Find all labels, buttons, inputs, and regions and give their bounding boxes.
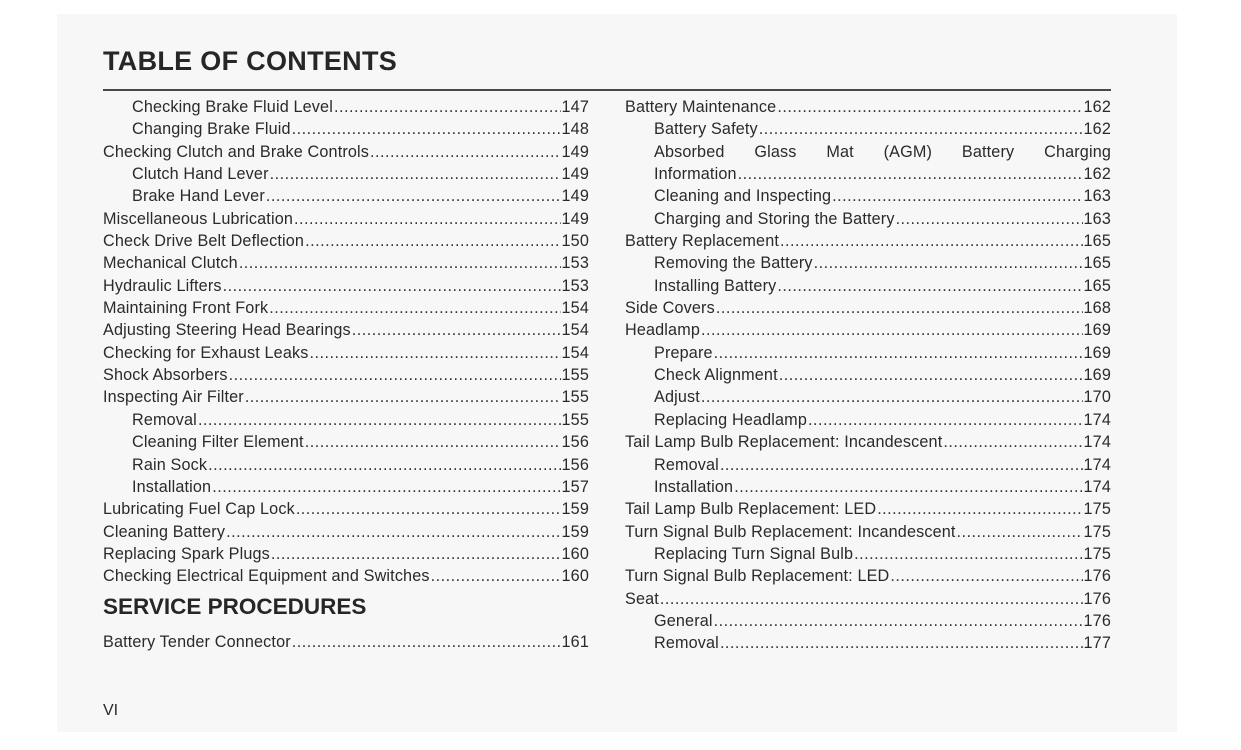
toc-entry-title: Headlamp: [625, 321, 700, 340]
toc-leader-dots: [777, 275, 1082, 297]
toc-entry[interactable]: [625, 208, 1111, 230]
toc-leader-dots: [305, 431, 561, 453]
toc-leader-dots: [270, 163, 561, 185]
toc-entry-title: Removal: [654, 634, 719, 653]
toc-leader-dots: [720, 632, 1083, 654]
toc-leader-dots: [239, 252, 561, 274]
toc-entry-title: Tail Lamp Bulb Replacement: LED: [625, 500, 877, 519]
toc-entry-title: Installing Battery: [654, 276, 777, 295]
toc-entry[interactable]: [625, 632, 1111, 654]
toc-leader-dots: [877, 498, 1082, 520]
toc-entry[interactable]: [103, 631, 589, 653]
toc-entry-page: 175: [1083, 544, 1111, 563]
toc-entry-page: 149: [561, 142, 589, 161]
toc-entry-page: 176: [1083, 611, 1111, 630]
toc-entry-title: Prepare: [654, 343, 713, 362]
section-entry-container: [103, 631, 589, 653]
toc-entry[interactable]: [625, 409, 1111, 431]
toc-entry[interactable]: [103, 342, 589, 364]
toc-entry-page: 162: [1083, 98, 1111, 116]
toc-entry-title: Hydraulic Lifters: [103, 276, 222, 295]
toc-entry-title: Replacing Spark Plugs: [103, 544, 270, 563]
toc-entry[interactable]: [103, 498, 589, 520]
toc-entry[interactable]: [103, 543, 589, 565]
toc-leader-dots: [223, 275, 561, 297]
toc-entry[interactable]: [625, 565, 1111, 587]
toc-entry-page: 168: [1083, 299, 1111, 318]
toc-entry[interactable]: [625, 252, 1111, 274]
toc-entry-page: 157: [561, 477, 589, 496]
toc-entry-page: 160: [561, 567, 589, 586]
toc-entry[interactable]: [103, 454, 589, 476]
toc-entry-page: 149: [561, 187, 589, 206]
toc-entry[interactable]: [625, 297, 1111, 319]
toc-entry-title: Checking Brake Fluid Level: [132, 98, 333, 116]
toc-leader-dots: [660, 588, 1083, 610]
toc-entry-page: 169: [1083, 321, 1111, 340]
toc-entry-page: 175: [1083, 522, 1111, 541]
toc-leader-dots: [296, 498, 561, 520]
toc-leader-dots: [245, 386, 561, 408]
toc-leader-dots: [701, 386, 1083, 408]
toc-entry[interactable]: [103, 185, 589, 207]
toc-entry[interactable]: [103, 230, 589, 252]
toc-leader-dots: [269, 297, 560, 319]
toc-entry-title: Cleaning Battery: [103, 522, 226, 541]
toc-entry[interactable]: [625, 543, 1111, 565]
toc-entry-title: Adjusting Steering Head Bearings: [103, 321, 351, 340]
toc-entry-page: 153: [561, 276, 589, 295]
toc-entry-page: 148: [561, 120, 589, 139]
toc-entry-title: Battery Safety: [654, 120, 758, 139]
toc-leader-dots: [780, 230, 1083, 252]
toc-entry-page: 161: [561, 633, 589, 651]
toc-entry-page: 176: [1083, 567, 1111, 586]
toc-leader-dots: [271, 543, 561, 565]
toc-entry-page: 159: [561, 500, 589, 519]
toc-entry-title: Miscellaneous Lubrication: [103, 209, 294, 228]
toc-leader-dots: [957, 521, 1083, 543]
toc-entry[interactable]: [103, 521, 589, 543]
toc-entry-title: Mechanical Clutch: [103, 254, 238, 273]
toc-entry-title: Lubricating Fuel Cap Lock: [103, 500, 295, 519]
toc-entry[interactable]: [103, 364, 589, 386]
toc-entry[interactable]: [625, 588, 1111, 610]
toc-entry-page: 176: [1083, 589, 1111, 608]
toc-entry-page: 154: [561, 299, 589, 318]
toc-entry-title: Clutch Hand Lever: [132, 165, 269, 184]
toc-leader-dots: [779, 364, 1083, 386]
toc-leader-dots: [720, 454, 1083, 476]
toc-entry[interactable]: [625, 96, 1111, 118]
toc-entry[interactable]: [103, 476, 589, 498]
toc-entry-page: 154: [561, 321, 589, 340]
toc-entry-page: 174: [1083, 477, 1111, 496]
toc-leader-dots: [352, 319, 561, 341]
toc-leader-dots: [777, 96, 1082, 118]
toc-entry-page: 174: [1083, 455, 1111, 474]
toc-entry-title: Turn Signal Bulb Replacement: LED: [625, 567, 890, 586]
toc-entry-title: Battery Tender Connector: [103, 633, 291, 651]
toc-entry-page: 162: [1083, 165, 1111, 184]
toc-leader-dots: [294, 208, 561, 230]
toc-leader-dots: [292, 118, 561, 140]
toc-leader-dots: [814, 252, 1083, 274]
toc-entry-page: 169: [1083, 366, 1111, 385]
toc-entry-title: Installation: [654, 477, 734, 496]
toc-entry-title: Checking Clutch and Brake Controls: [103, 142, 370, 161]
toc-entry-title: Battery Replacement: [625, 232, 780, 251]
toc-entry-page: 160: [561, 544, 589, 563]
toc-entry[interactable]: [625, 275, 1111, 297]
toc-leader-dots: [714, 610, 1083, 632]
section-heading: SERVICE PROCEDURES: [103, 594, 367, 619]
toc-entry-page: 155: [561, 410, 589, 429]
toc-entry[interactable]: [625, 431, 1111, 453]
toc-entry-title: Rain Sock: [132, 455, 208, 474]
toc-leader-dots: [370, 141, 561, 163]
toc-entry[interactable]: [625, 364, 1111, 386]
toc-entry-title: Battery Maintenance: [625, 98, 777, 116]
toc-entry-page: 149: [561, 209, 589, 228]
page-title: TABLE OF CONTENTS: [103, 46, 398, 76]
toc-entry[interactable]: [103, 208, 589, 230]
toc-entry[interactable]: [103, 297, 589, 319]
toc-entry-title: Replacing Headlamp: [654, 410, 807, 429]
toc-entry[interactable]: [625, 163, 1111, 185]
toc-entry-title: Inspecting Air Filter: [103, 388, 244, 407]
toc-entry-title: Information: [654, 165, 737, 184]
toc-entry-page: 159: [561, 522, 589, 541]
toc-entry[interactable]: [103, 319, 589, 341]
title-divider: [103, 89, 1111, 91]
toc-entry[interactable]: [625, 498, 1111, 520]
toc-entry[interactable]: [625, 454, 1111, 476]
toc-entry[interactable]: [625, 386, 1111, 408]
toc-leader-dots: [896, 208, 1083, 230]
toc-entry-page: 165: [1083, 276, 1111, 295]
toc-entry-title: Check Drive Belt Deflection: [103, 232, 305, 251]
toc-entry-page: 153: [561, 254, 589, 273]
toc-entry[interactable]: [103, 565, 589, 587]
toc-entry[interactable]: [103, 431, 589, 453]
toc-leader-dots: [334, 96, 561, 118]
toc-entry-title: Tail Lamp Bulb Replacement: Incandescent: [625, 433, 943, 452]
toc-leader-dots: [212, 476, 560, 498]
toc-entry-title: Brake Hand Lever: [132, 187, 265, 206]
toc-entry-page: 169: [1083, 343, 1111, 362]
toc-entry[interactable]: [625, 319, 1111, 341]
toc-entry[interactable]: [103, 141, 589, 163]
toc-entry-page: 155: [561, 366, 589, 385]
toc-entry-title: Checking Electrical Equipment and Switches: [103, 567, 430, 586]
toc-entry[interactable]: [625, 521, 1111, 543]
toc-leader-dots: [292, 631, 561, 653]
toc-leader-dots: [431, 565, 561, 587]
toc-entry[interactable]: [103, 96, 589, 118]
toc-entry[interactable]: [625, 118, 1111, 140]
toc-leader-dots: [854, 543, 1082, 565]
toc-entry[interactable]: [103, 386, 589, 408]
toc-entry[interactable]: [103, 275, 589, 297]
toc-entry[interactable]: [625, 342, 1111, 364]
toc-entry-title: Turn Signal Bulb Replacement: Incandescent: [625, 522, 956, 541]
toc-leader-dots: [229, 364, 561, 386]
toc-entry-page: 162: [1083, 120, 1111, 139]
toc-entry-page: 156: [561, 433, 589, 452]
toc-entry[interactable]: [103, 118, 589, 140]
toc-entry-page: 165: [1083, 232, 1111, 251]
toc-leader-dots: [808, 409, 1083, 431]
toc-entry[interactable]: Absorbed Glass Mat (AGM) Battery Charging: [654, 142, 1111, 161]
toc-leader-dots: [208, 454, 560, 476]
toc-entry[interactable]: [625, 230, 1111, 252]
toc-entry-page: 149: [561, 165, 589, 184]
toc-entry-title: Seat: [625, 589, 659, 608]
toc-entry[interactable]: [625, 185, 1111, 207]
toc-entry-page: 163: [1083, 187, 1111, 206]
toc-entry-title: Check Alignment: [654, 366, 778, 385]
toc-entry[interactable]: [625, 610, 1111, 632]
toc-leader-dots: [305, 230, 560, 252]
toc-entry-page: 165: [1083, 254, 1111, 273]
toc-entry-title: Cleaning Filter Element: [132, 433, 304, 452]
toc-leader-dots: [714, 342, 1083, 364]
toc-entry-page: 155: [561, 388, 589, 407]
toc-entry-page: 174: [1083, 433, 1111, 452]
toc-leader-dots: [759, 118, 1083, 140]
toc-leader-dots: [266, 185, 561, 207]
toc-entry-title: Adjust: [654, 388, 700, 407]
toc-leader-dots: [890, 565, 1082, 587]
toc-entry-page: 154: [561, 343, 589, 362]
toc-entry-title: Installation: [132, 477, 212, 496]
toc-leader-dots: [943, 431, 1082, 453]
toc-entry-title: Cleaning and Inspecting: [654, 187, 832, 206]
page-number: VI: [103, 702, 119, 719]
toc-entry[interactable]: [103, 252, 589, 274]
toc-entry-page: 170: [1083, 388, 1111, 407]
toc-entry[interactable]: [625, 476, 1111, 498]
toc-entry[interactable]: [103, 163, 589, 185]
toc-entry-title: Removing the Battery: [654, 254, 813, 273]
toc-entry-page: 163: [1083, 209, 1111, 228]
toc-entry-page: 177: [1083, 634, 1111, 653]
toc-right-column: [625, 96, 1111, 655]
toc-left-column: [103, 96, 589, 588]
toc-entry-title: Checking for Exhaust Leaks: [103, 343, 309, 362]
toc-leader-dots: [198, 409, 561, 431]
toc-leader-dots: [734, 476, 1082, 498]
toc-entry-page: 147: [561, 98, 589, 116]
toc-leader-dots: [701, 319, 1083, 341]
toc-entry-title: Maintaining Front Fork: [103, 299, 269, 318]
toc-entry[interactable]: [103, 409, 589, 431]
toc-entry-title: Shock Absorbers: [103, 366, 228, 385]
toc-entry-title: Replacing Turn Signal Bulb: [654, 544, 854, 563]
toc-entry-page: 174: [1083, 410, 1111, 429]
toc-entry-page: 175: [1083, 500, 1111, 519]
toc-entry-page: 150: [561, 232, 589, 251]
toc-leader-dots: [832, 185, 1082, 207]
toc-entry-title: Changing Brake Fluid: [132, 120, 291, 139]
toc-leader-dots: [226, 521, 560, 543]
toc-leader-dots: [716, 297, 1083, 319]
toc-entry-title: Removal: [132, 410, 197, 429]
toc-entry-title: Removal: [654, 455, 719, 474]
toc-entry-page: 156: [561, 455, 589, 474]
toc-entry-title: General: [654, 611, 713, 630]
toc-entry-title: Side Covers: [625, 299, 715, 318]
toc-entry-title: Charging and Storing the Battery: [654, 209, 895, 228]
toc-leader-dots: [309, 342, 560, 364]
toc-leader-dots: [738, 163, 1083, 185]
